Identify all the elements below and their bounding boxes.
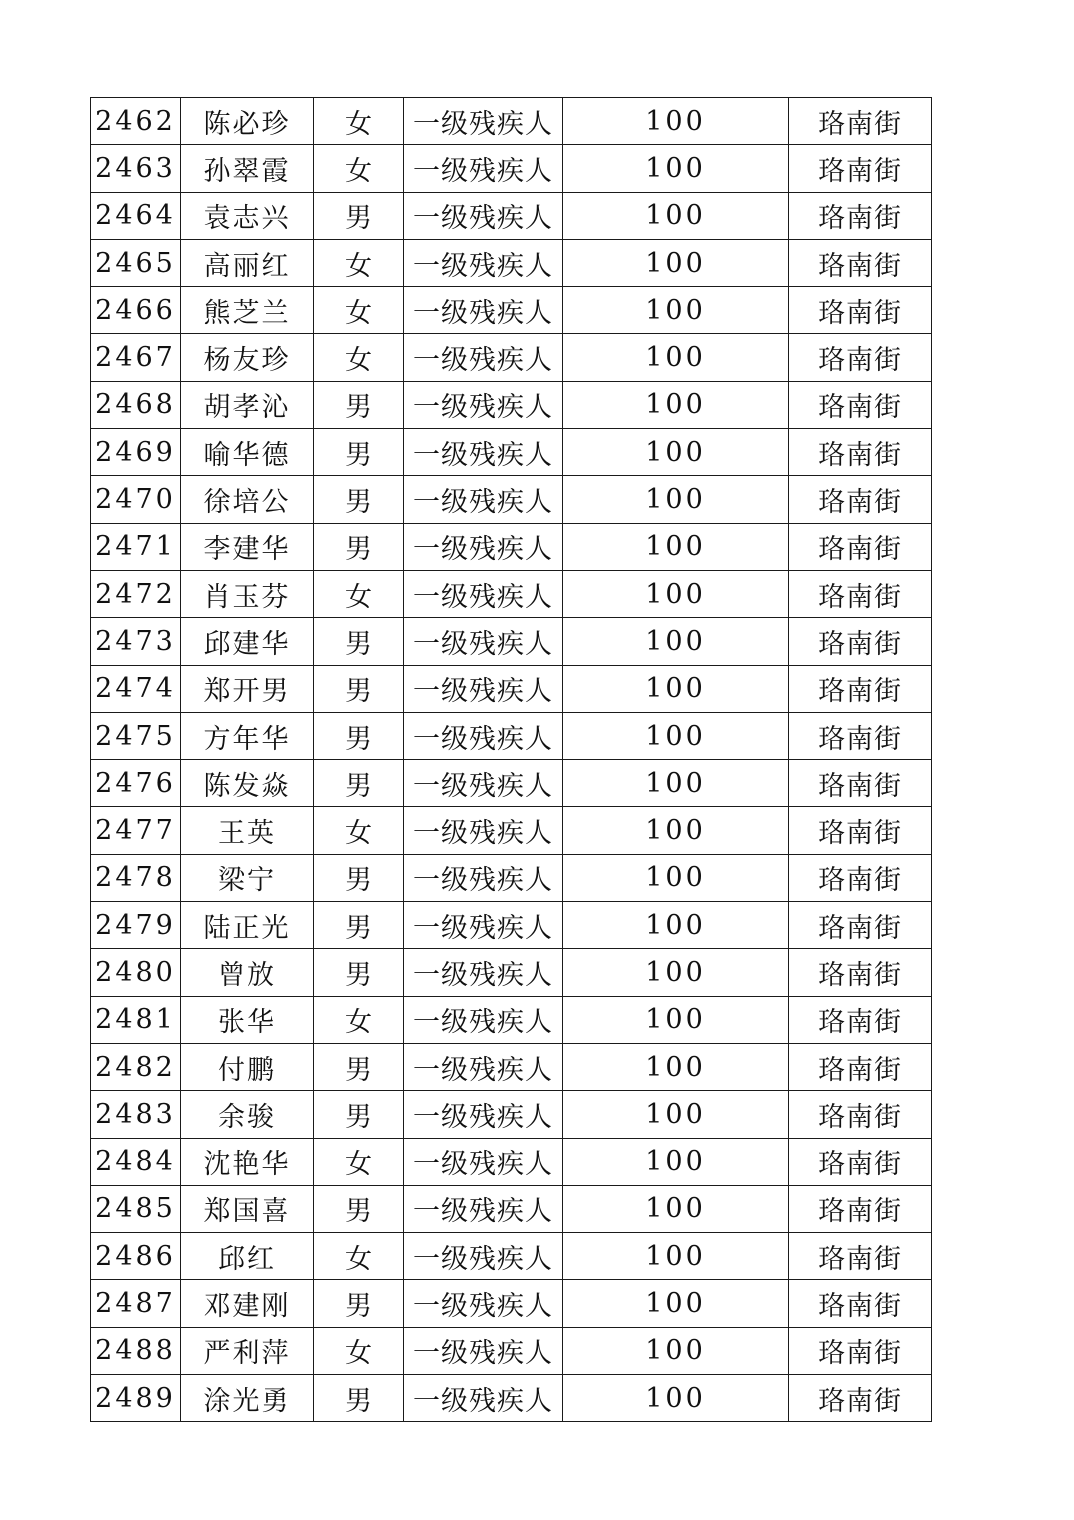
disability-category-cell: 一级残疾人 — [404, 807, 563, 854]
gender-cell: 男 — [314, 760, 404, 807]
table-row — [91, 618, 932, 665]
amount-cell: 100 — [563, 712, 789, 759]
amount-cell: 100 — [563, 1091, 789, 1138]
amount-cell: 100 — [563, 1280, 789, 1327]
record-number-cell: 2475 — [91, 712, 181, 759]
disability-category-cell: 一级残疾人 — [404, 145, 563, 192]
record-number-cell: 2483 — [91, 1091, 181, 1138]
disability-category-cell: 一级残疾人 — [404, 476, 563, 523]
record-number-cell: 2472 — [91, 570, 181, 617]
disability-category-cell: 一级残疾人 — [404, 712, 563, 759]
amount-cell: 100 — [563, 949, 789, 996]
gender-cell: 男 — [314, 665, 404, 712]
street-location-cell: 珞南街 — [789, 334, 932, 381]
amount-cell: 100 — [563, 476, 789, 523]
table-row — [91, 1091, 932, 1138]
amount-cell: 100 — [563, 1375, 789, 1422]
record-number-cell: 2473 — [91, 618, 181, 665]
gender-cell: 男 — [314, 476, 404, 523]
disability-category-cell: 一级残疾人 — [404, 618, 563, 665]
amount-cell: 100 — [563, 570, 789, 617]
table-row — [91, 807, 932, 854]
disability-category-cell: 一级残疾人 — [404, 1138, 563, 1185]
table-row — [91, 476, 932, 523]
person-name-cell: 梁宁 — [181, 854, 314, 901]
person-name-cell: 付鹏 — [181, 1043, 314, 1090]
record-number-cell: 2476 — [91, 760, 181, 807]
person-name-cell: 李建华 — [181, 523, 314, 570]
record-number-cell: 2479 — [91, 902, 181, 949]
table-row — [91, 192, 932, 239]
table-row — [91, 1043, 932, 1090]
table-row — [91, 287, 932, 334]
record-number-cell: 2467 — [91, 334, 181, 381]
table-row — [91, 334, 932, 381]
street-location-cell: 珞南街 — [789, 760, 932, 807]
amount-cell: 100 — [563, 618, 789, 665]
street-location-cell: 珞南街 — [789, 239, 932, 286]
gender-cell: 女 — [314, 807, 404, 854]
disability-category-cell: 一级残疾人 — [404, 1375, 563, 1422]
amount-cell: 100 — [563, 287, 789, 334]
gender-cell: 男 — [314, 381, 404, 428]
amount-cell: 100 — [563, 1043, 789, 1090]
person-name-cell: 余骏 — [181, 1091, 314, 1138]
disability-category-cell: 一级残疾人 — [404, 381, 563, 428]
table-row — [91, 665, 932, 712]
person-name-cell: 沈艳华 — [181, 1138, 314, 1185]
gender-cell: 男 — [314, 1185, 404, 1232]
person-name-cell: 涂光勇 — [181, 1375, 314, 1422]
person-name-cell: 徐培公 — [181, 476, 314, 523]
gender-cell: 男 — [314, 1375, 404, 1422]
record-number-cell: 2464 — [91, 192, 181, 239]
disability-category-cell: 一级残疾人 — [404, 1185, 563, 1232]
gender-cell: 女 — [314, 334, 404, 381]
gender-cell: 男 — [314, 712, 404, 759]
amount-cell: 100 — [563, 760, 789, 807]
gender-cell: 女 — [314, 570, 404, 617]
table-row — [91, 239, 932, 286]
person-name-cell: 陈必珍 — [181, 98, 314, 145]
street-location-cell: 珞南街 — [789, 98, 932, 145]
record-number-cell: 2489 — [91, 1375, 181, 1422]
gender-cell: 男 — [314, 1280, 404, 1327]
amount-cell: 100 — [563, 239, 789, 286]
amount-cell: 100 — [563, 807, 789, 854]
person-name-cell: 熊芝兰 — [181, 287, 314, 334]
record-number-cell: 2485 — [91, 1185, 181, 1232]
person-name-cell: 邱建华 — [181, 618, 314, 665]
gender-cell: 男 — [314, 1043, 404, 1090]
record-number-cell: 2462 — [91, 98, 181, 145]
street-location-cell: 珞南街 — [789, 1233, 932, 1280]
record-number-cell: 2466 — [91, 287, 181, 334]
record-number-cell: 2471 — [91, 523, 181, 570]
record-number-cell: 2469 — [91, 429, 181, 476]
record-number-cell: 2484 — [91, 1138, 181, 1185]
person-name-cell: 郑开男 — [181, 665, 314, 712]
amount-cell: 100 — [563, 98, 789, 145]
amount-cell: 100 — [563, 902, 789, 949]
record-number-cell: 2468 — [91, 381, 181, 428]
gender-cell: 女 — [314, 239, 404, 286]
person-name-cell: 喻华德 — [181, 429, 314, 476]
disability-category-cell: 一级残疾人 — [404, 1233, 563, 1280]
record-number-cell: 2488 — [91, 1327, 181, 1374]
person-name-cell: 陈发焱 — [181, 760, 314, 807]
person-name-cell: 王英 — [181, 807, 314, 854]
disability-category-cell: 一级残疾人 — [404, 1327, 563, 1374]
record-number-cell: 2477 — [91, 807, 181, 854]
street-location-cell: 珞南街 — [789, 381, 932, 428]
table-row — [91, 902, 932, 949]
table-row — [91, 949, 932, 996]
table-row — [91, 381, 932, 428]
person-name-cell: 陆正光 — [181, 902, 314, 949]
table-row — [91, 854, 932, 901]
gender-cell: 女 — [314, 996, 404, 1043]
street-location-cell: 珞南街 — [789, 1280, 932, 1327]
amount-cell: 100 — [563, 145, 789, 192]
street-location-cell: 珞南街 — [789, 996, 932, 1043]
amount-cell: 100 — [563, 192, 789, 239]
table-row — [91, 712, 932, 759]
amount-cell: 100 — [563, 334, 789, 381]
disability-category-cell: 一级残疾人 — [404, 665, 563, 712]
amount-cell: 100 — [563, 381, 789, 428]
gender-cell: 男 — [314, 618, 404, 665]
gender-cell: 男 — [314, 192, 404, 239]
person-name-cell: 杨友珍 — [181, 334, 314, 381]
disability-category-cell: 一级残疾人 — [404, 239, 563, 286]
street-location-cell: 珞南街 — [789, 1185, 932, 1232]
gender-cell: 女 — [314, 98, 404, 145]
gender-cell: 女 — [314, 145, 404, 192]
disability-category-cell: 一级残疾人 — [404, 854, 563, 901]
roster-table — [90, 97, 932, 1422]
street-location-cell: 珞南街 — [789, 1043, 932, 1090]
gender-cell: 女 — [314, 1233, 404, 1280]
disability-category-cell: 一级残疾人 — [404, 902, 563, 949]
person-name-cell: 高丽红 — [181, 239, 314, 286]
street-location-cell: 珞南街 — [789, 854, 932, 901]
table-row — [91, 996, 932, 1043]
disability-category-cell: 一级残疾人 — [404, 523, 563, 570]
disability-category-cell: 一级残疾人 — [404, 192, 563, 239]
street-location-cell: 珞南街 — [789, 712, 932, 759]
record-number-cell: 2463 — [91, 145, 181, 192]
table-row — [91, 145, 932, 192]
table-row — [91, 98, 932, 145]
amount-cell: 100 — [563, 996, 789, 1043]
gender-cell: 男 — [314, 523, 404, 570]
person-name-cell: 邓建刚 — [181, 1280, 314, 1327]
person-name-cell: 孙翠霞 — [181, 145, 314, 192]
street-location-cell: 珞南街 — [789, 665, 932, 712]
table-row — [91, 1185, 932, 1232]
person-name-cell: 方年华 — [181, 712, 314, 759]
record-number-cell: 2474 — [91, 665, 181, 712]
record-number-cell: 2480 — [91, 949, 181, 996]
table-row — [91, 1280, 932, 1327]
gender-cell: 女 — [314, 287, 404, 334]
person-name-cell: 邱红 — [181, 1233, 314, 1280]
table-row — [91, 1375, 932, 1422]
person-name-cell: 肖玉芬 — [181, 570, 314, 617]
person-name-cell: 胡孝沁 — [181, 381, 314, 428]
roster-table-body — [91, 98, 932, 1422]
record-number-cell: 2478 — [91, 854, 181, 901]
amount-cell: 100 — [563, 854, 789, 901]
record-number-cell: 2482 — [91, 1043, 181, 1090]
disability-category-cell: 一级残疾人 — [404, 334, 563, 381]
table-row — [91, 1233, 932, 1280]
record-number-cell: 2470 — [91, 476, 181, 523]
amount-cell: 100 — [563, 1233, 789, 1280]
street-location-cell: 珞南街 — [789, 570, 932, 617]
street-location-cell: 珞南街 — [789, 523, 932, 570]
street-location-cell: 珞南街 — [789, 192, 932, 239]
gender-cell: 男 — [314, 429, 404, 476]
street-location-cell: 珞南街 — [789, 145, 932, 192]
disability-category-cell: 一级残疾人 — [404, 1091, 563, 1138]
table-row — [91, 1327, 932, 1374]
street-location-cell: 珞南街 — [789, 902, 932, 949]
street-location-cell: 珞南街 — [789, 1091, 932, 1138]
person-name-cell: 郑国喜 — [181, 1185, 314, 1232]
disability-category-cell: 一级残疾人 — [404, 429, 563, 476]
person-name-cell: 曾放 — [181, 949, 314, 996]
gender-cell: 男 — [314, 854, 404, 901]
table-row — [91, 523, 932, 570]
disability-category-cell: 一级残疾人 — [404, 570, 563, 617]
street-location-cell: 珞南街 — [789, 949, 932, 996]
street-location-cell: 珞南街 — [789, 429, 932, 476]
disability-category-cell: 一级残疾人 — [404, 996, 563, 1043]
disability-category-cell: 一级残疾人 — [404, 98, 563, 145]
gender-cell: 女 — [314, 1138, 404, 1185]
amount-cell: 100 — [563, 1327, 789, 1374]
amount-cell: 100 — [563, 523, 789, 570]
street-location-cell: 珞南街 — [789, 476, 932, 523]
record-number-cell: 2486 — [91, 1233, 181, 1280]
person-name-cell: 张华 — [181, 996, 314, 1043]
amount-cell: 100 — [563, 1185, 789, 1232]
gender-cell: 男 — [314, 949, 404, 996]
record-number-cell: 2481 — [91, 996, 181, 1043]
street-location-cell: 珞南街 — [789, 1327, 932, 1374]
disability-category-cell: 一级残疾人 — [404, 1043, 563, 1090]
gender-cell: 女 — [314, 1327, 404, 1374]
person-name-cell: 严利萍 — [181, 1327, 314, 1374]
table-row — [91, 570, 932, 617]
amount-cell: 100 — [563, 665, 789, 712]
street-location-cell: 珞南街 — [789, 1375, 932, 1422]
amount-cell: 100 — [563, 1138, 789, 1185]
disability-category-cell: 一级残疾人 — [404, 1280, 563, 1327]
gender-cell: 男 — [314, 902, 404, 949]
table-row — [91, 1138, 932, 1185]
disability-category-cell: 一级残疾人 — [404, 760, 563, 807]
table-row — [91, 429, 932, 476]
record-number-cell: 2487 — [91, 1280, 181, 1327]
person-name-cell: 袁志兴 — [181, 192, 314, 239]
gender-cell: 男 — [314, 1091, 404, 1138]
table-row — [91, 760, 932, 807]
street-location-cell: 珞南街 — [789, 618, 932, 665]
disability-category-cell: 一级残疾人 — [404, 287, 563, 334]
amount-cell: 100 — [563, 429, 789, 476]
street-location-cell: 珞南街 — [789, 287, 932, 334]
disability-category-cell: 一级残疾人 — [404, 949, 563, 996]
street-location-cell: 珞南街 — [789, 1138, 932, 1185]
record-number-cell: 2465 — [91, 239, 181, 286]
street-location-cell: 珞南街 — [789, 807, 932, 854]
